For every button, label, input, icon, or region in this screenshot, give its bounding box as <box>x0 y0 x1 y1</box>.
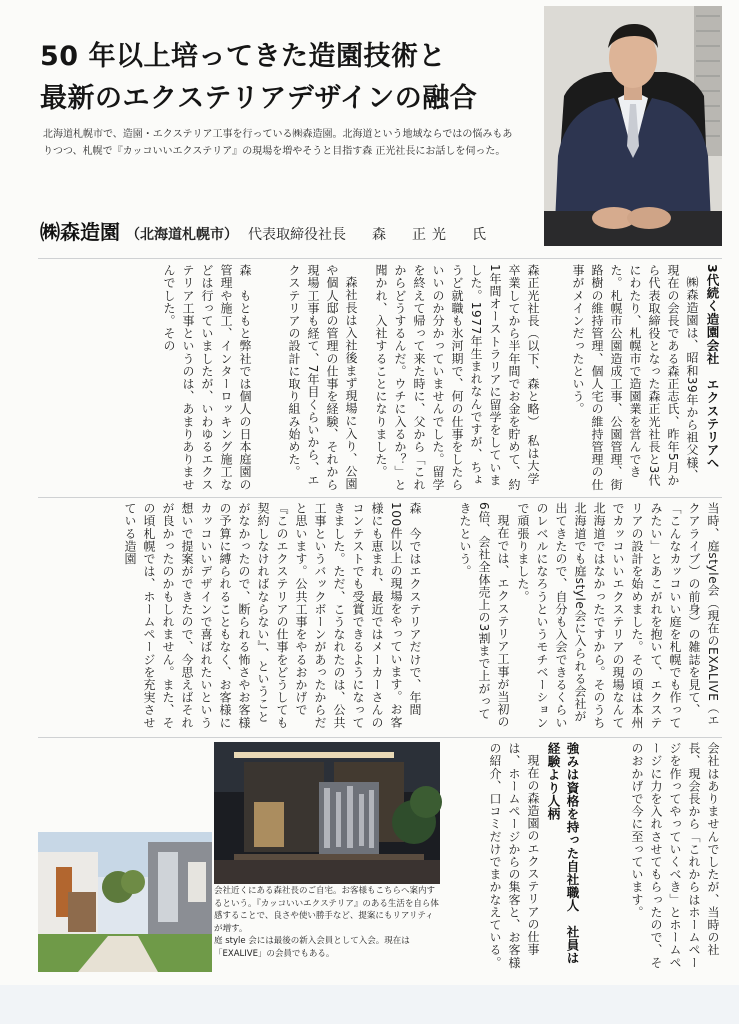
title-line-2: 最新のエクステリアデザインの融合 <box>40 83 478 114</box>
title-line-1: 50 年以上培ってきた造園技術と <box>40 41 446 72</box>
band3-column-1 <box>592 742 722 972</box>
caption-line-2: 庭 style 会には最後の新入会員として入会。現在は「EXALIVE」の会員でもある。 <box>214 936 410 959</box>
caption-line-1: 会社近くにある森社長のご自宅。お客様もこちらへ案内するという。『カッコいいエクステリア』のある生活を自ら体感することで、良さや使い勝手など、提案にもリアリティが増す。 <box>214 886 439 934</box>
band1-paragraph-4: 森 もともと弊社では個人の日本庭園の管理や施工、インターロッキング施工などは行っていましたが、いわゆるエクステリア工事というのは、あまりありませんでした。その <box>162 264 252 491</box>
band1-column-1 <box>552 264 722 492</box>
divider-top <box>38 258 722 259</box>
article-lead: 北海道札幌市で、造園・エクステリア工事を行っている㈱森造園。北海道という地域ならではの悩みもありつつ、札幌で『カッコいいエクステリア』の現場を増やそうと目指す森 正光社長にお話しを伺った。 <box>43 129 513 157</box>
text-band-2 <box>38 502 722 732</box>
band1-paragraph-2: 森正光社長（以下、森と略） 私は大学卒業してから半年間でお金を貯めて、約1年間オーストラリアに留学をしていました。1977年生まれなんですが、ちょうど就職も氷河期で、何の仕事をしたらいいのか分かっていませんでした。留学を終えて帰って来た時に、父から「これからどうするんだ。ウチに入るか？」と聞かれ、入社することになりました。 <box>374 264 540 491</box>
house-night-photo <box>214 742 440 884</box>
band1-paragraph-3: 森社長は入社後まず現場に入り、公園や個人邸の管理の仕事を経験、それから現場工事も経て、7年目くらいから、エクステリアの設計に取り組み始めた。 <box>287 264 358 491</box>
company-location: （北海道札幌市） <box>126 227 238 243</box>
section-heading-1: 3代続く造園会社 エクステリアへ <box>705 264 720 470</box>
band3-paragraph-1: 会社はありませんでしたが、当時の社長、現会長から「これからはホームページを作ってやっていくべき」とホームページに力を入れさせてもらったので、そのおかげで今に至っています。 <box>630 742 720 969</box>
interviewee-role: 代表取締役社長 <box>248 227 346 243</box>
divider-middle <box>38 497 722 498</box>
band2-column-2 <box>434 502 512 732</box>
interviewee-name: 森 正光 氏 <box>372 227 492 243</box>
article-title <box>40 36 530 120</box>
text-band-3 <box>446 742 722 972</box>
band2-paragraph-2: 現在では、エクステリア工事が当初の6倍、会社全体売上の3割まで上がってきたという。 <box>458 502 510 729</box>
president-portrait-photo <box>544 6 722 246</box>
interviewee-nameline <box>40 216 540 246</box>
band1-column-2 <box>370 264 542 492</box>
band3-column-2 <box>446 742 582 972</box>
band2-paragraph-3: 森 今ではエクステリアだけで、年間100件以上の現場をやっています。お客様にも恵まれ、最近ではメーカーさんのコンテストでも受賞できるようになってきました。ただ、こうなれたのは、公共工事というバックボーンがあったからだと思います。公共工事をやるおかげで『このエクステリアの仕事をどうしても契約しなければならない』、ということがなかったので、断られる怖さやお客様の予算に縛られることもなく、お客様にカッコいいデザインで喜ばれたいという想いで提案ができたので、今思えばそれが良かったのかもしれません。また、その頃札幌では、ホームページを充実させている造園 <box>123 502 422 729</box>
band2-paragraph-1: 当時、庭style会（現在のEXALIVE（エクアライブ）の前身）の雑誌を見て、「こんなカッコいい庭を札幌でも作ってみたい」とあこがれを抱いて、エクステリアの設計を始めました。その頃は本州でカッコいいエクステリアの現場なんて北海道ではなかったですから。そのうち北海道でも庭style会に入られる会社が出てきたので、自分も入会できるくらいのレベルになろうというモチベーションで頑張りました。 <box>516 502 720 729</box>
page-bottom-margin <box>0 985 739 1024</box>
company-name: ㈱森造園 <box>40 220 120 244</box>
band1-column-4 <box>42 264 254 492</box>
text-band-1 <box>38 264 722 492</box>
band1-paragraph-1: ㈱森造園は、昭和39年から祖父様、現在の会長である森正志氏、昨年5月から代表取締役となった森正光社長と3代にわたり、札幌市で造園業を営んできた。札幌市公園造成工事、公園管理、街路樹の維持管理、個人宅の維持管理の仕事がメインだったという。 <box>571 264 699 491</box>
house-garden-photo <box>38 832 212 972</box>
band3-paragraph-2: 現在の森造園のエクステリアの仕事は、ホームページからの集客と、お客様の紹介、口コミだけでまかなえている。 <box>488 742 540 969</box>
band2-column-1 <box>516 502 722 732</box>
band2-column-3 <box>40 502 424 732</box>
section-heading-2: 強みは資格を持った自社職人 社員は経験より人柄 <box>546 742 580 965</box>
divider-bottom <box>38 737 722 738</box>
band1-column-3 <box>264 264 360 492</box>
photo-caption <box>214 885 440 960</box>
